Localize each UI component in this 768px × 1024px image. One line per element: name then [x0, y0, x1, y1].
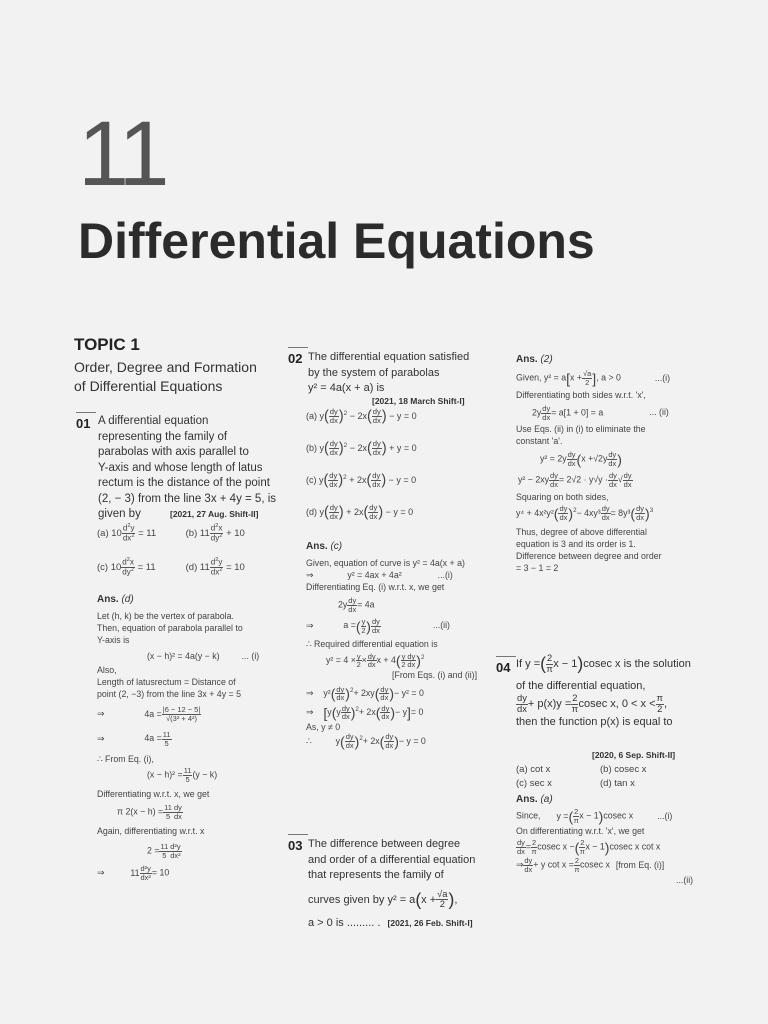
- question-text: [308, 837, 498, 932]
- solution-line: point (2, −3) from the line 3x + 4y = 5: [97, 689, 242, 699]
- option-b: (b) 11 $\frac{d^2x}{dy^2}$ + 10: [185, 523, 245, 543]
- option-a: (a) cot x: [516, 764, 551, 775]
- chapter-number: 11: [78, 103, 166, 205]
- solution-line: = 3 − 1 = 2: [516, 562, 559, 573]
- topic-subtitle: [74, 358, 284, 396]
- question-text: [98, 414, 288, 523]
- question-line: If y =( $\frac{2}{\pi}$ x − 1)cosec x is the solution: [516, 653, 691, 674]
- solution-line: Difference between degree and order: [516, 550, 662, 561]
- topic-label: TOPIC 1: [74, 335, 140, 354]
- question-text: [516, 654, 716, 730]
- option-d: (d) tan x: [600, 778, 635, 789]
- solution-line: Differentiating Eq. (i) w.r.t. x, we get: [306, 582, 445, 592]
- solution-q03: [516, 370, 716, 574]
- question-line: then the function p(x) is equal to: [516, 715, 673, 728]
- question-line: representing the family of: [98, 430, 228, 443]
- solution-line: 2 = $\frac{11}{5}$ $\frac{\text{d²y}}{\text{dx²}}$: [147, 841, 181, 860]
- solution-line: Differentiating w.r.t. x, we get: [97, 789, 210, 800]
- solution-line: y² = 2y $\frac{dy}{dx}$ (x +√2y $\frac{dy}{dx}$ ): [540, 450, 622, 469]
- option-d: (d) 11 $\frac{d^2y}{dx^2}$ = 10: [185, 557, 245, 577]
- option-b: (b) cosec x: [600, 764, 647, 775]
- question-line: y² = 4a(x + a) is: [308, 382, 385, 394]
- option-a: (a) y( $\frac{dy}{dx}$ )$^2$ − 2x( $\frac{dy}{dx}$ ) − y = 0: [306, 407, 417, 426]
- solution-line: ⇒ [y(y $\frac{dy}{dx}$ )$^2$+ 2x( $\frac{dy}{dx}$ )− y]= 0: [306, 703, 424, 722]
- solution-line: y² = 4 × $\frac{y}{2}$ × $\frac{dy}{dx}$ x + 4( $\frac{y}{2}$ $\frac{dy}{dx}$ )$^2$: [326, 651, 425, 670]
- question-line: Y-axis and whose length of latus: [98, 461, 263, 474]
- question-line: that represents the family of: [308, 869, 444, 881]
- option-c: (c) 10 $\frac{d^2x}{dy^2}$ = 11: [97, 557, 156, 577]
- solution-line: y⁴ + 4x²y²( $\frac{dy}{dx}$ )$^2$− 4xy³ $\frac{dy}{dx}$ = 8y³( $\frac{dy}{dx}$ )$^3$: [516, 504, 654, 522]
- question-line: A differential equation: [98, 415, 209, 427]
- answer-q04: Ans. (a): [516, 794, 553, 805]
- solution-line: (x − h)² = $\frac{11}{5}$ (y − k): [147, 766, 218, 785]
- solution-line: ⇒ y²( $\frac{dy}{dx}$ )$^2$+ 2xy( $\frac{dy}{dx}$ )− y² = 0: [306, 684, 424, 703]
- solution-line: Let (h, k) be the vertex of parabola.: [97, 611, 234, 621]
- question-number: 04: [496, 660, 511, 675]
- solution-line: ∴ From Eq. (i),: [97, 754, 154, 765]
- option-a: (a) 10 $\frac{d^2y}{dx^2}$ = 11: [97, 523, 157, 543]
- question-text: [308, 350, 498, 397]
- question-line: $\frac{dy}{dx}$ + p(x)y = $\frac{2}{\pi}$ cosec x, 0 < x < $\frac{\pi}{2}$ ,: [517, 693, 668, 714]
- option-b: (b) y( $\frac{dy}{dx}$ )$^2$ − 2x( $\frac{dy}{dx}$ ) + y = 0: [306, 439, 417, 458]
- solution-line: ∴ y( $\frac{dy}{dx}$ )$^2$+ 2x( $\frac{dy}{dx}$ )− y = 0: [306, 732, 426, 751]
- exam-reference: [2021, 18 March Shift-I]: [372, 396, 465, 406]
- question-line: The differential equation satisfied: [308, 351, 470, 363]
- answer-q01: Ans. (d): [97, 594, 134, 605]
- solution-q01: [97, 610, 287, 882]
- solution-line: ⇒ 4a = $\frac{|6 - 12 - 5|}{\text{√(3² + 4²)}}$: [97, 705, 201, 723]
- solution-line: Given, equation of curve is y² = 4a(x + a): [306, 558, 465, 568]
- question-line: curves given by y² = a(x + $\frac{√a}{2}$ ),: [308, 888, 458, 910]
- chapter-title: Differential Equations: [78, 213, 595, 269]
- solution-line: Given, y² = a[x + $\frac{√a}{2}$ ], a > 0 ...(i): [516, 369, 671, 387]
- solution-line: π 2(x − h) = $\frac{11}{5}$ $\frac{dy}{dx}$: [117, 803, 182, 821]
- solution-line: Also,: [97, 665, 117, 675]
- solution-line: On differentiating w.r.t. 'x', we get: [516, 825, 645, 836]
- question-line: (2, − 3) from the line 3x + 4y = 5, is: [98, 492, 277, 505]
- options-q01: [97, 524, 287, 592]
- solution-line: ⇒ $\frac{dy}{dx}$ + y cot x = $\frac{2}{\pi}$ cosec x [from Eq. (i)]: [516, 856, 665, 875]
- question-line: parabolas with axis parallel to: [98, 446, 249, 458]
- solution-line: (x − h)² = 4a(y − k) ... (i): [147, 651, 260, 661]
- question-line: of the differential equation,: [516, 679, 646, 692]
- option-d: (d) y( $\frac{dy}{dx}$ ) + 2x( $\frac{dy}{dx}$ ) − y = 0: [306, 503, 414, 522]
- question-line: given by: [98, 508, 141, 520]
- solution-line: ∴ Required differential equation is: [306, 639, 438, 650]
- exam-reference: [2020, 6 Sep. Shift-II]: [592, 750, 676, 760]
- question-number: 03: [288, 838, 303, 853]
- solution-line: Since, y =( $\frac{2}{\pi}$ x − 1)cosec x ...(i): [516, 807, 673, 825]
- solution-line: Use Eqs. (ii) in (i) to eliminate the: [516, 424, 646, 435]
- solution-line: $\frac{dy}{dx}$ = $\frac{2}{\pi}$ cosec x −( $\frac{2}{\pi}$ x − 1)cosec x cot x: [517, 837, 661, 856]
- exam-reference: [2021, 26 Feb. Shift-I]: [387, 918, 473, 929]
- solution-q02: [306, 557, 496, 750]
- question-line: rectum is the distance of the point: [98, 477, 270, 489]
- answer-q03: Ans. (2): [516, 354, 553, 365]
- question-number: 02: [288, 351, 303, 366]
- option-c: (c) y( $\frac{dy}{dx}$ )$^2$ + 2x( $\frac{dy}{dx}$ ) − y = 0: [306, 471, 417, 490]
- solution-line: Squaring on both sides,: [516, 491, 609, 502]
- exam-reference: [2021, 27 Aug. Shift-II]: [170, 509, 259, 519]
- question-number: 01: [76, 416, 91, 431]
- question-line: a > 0 is ......... . [2021, 26 Feb. Shift-I]: [308, 917, 473, 930]
- solution-line: Thus, degree of above differential: [516, 526, 647, 537]
- solution-line: equation is 3 and its order is 1.: [516, 538, 636, 549]
- answer-q02: Ans. (c): [306, 541, 343, 552]
- option-c: (c) sec x: [516, 778, 552, 789]
- solution-line: ⇒ 11 $\frac{\text{d²y}}{\text{dx²}}$ = 10: [97, 864, 170, 883]
- solution-line: 2y $\frac{dy}{dx}$ = 4a: [338, 596, 375, 614]
- options-q04: [516, 764, 716, 792]
- topic-subtitle-line: Order, Degree and Formation: [74, 359, 257, 375]
- solution-q04: [516, 808, 726, 886]
- solution-line: Again, differentiating w.r.t. x: [97, 825, 205, 836]
- solution-line: ⇒ a =( $\frac{y}{2}$ ) $\frac{dy}{dx}$ ...(ii): [306, 616, 450, 635]
- question-line: The difference between degree: [308, 838, 461, 850]
- solution-line: As, y ≠ 0: [306, 722, 341, 733]
- question-line: by the system of parabolas: [308, 366, 440, 379]
- solution-line: ...(ii): [676, 875, 694, 886]
- solution-line: Y-axis is: [97, 635, 130, 645]
- solution-line: ⇒ y² = 4ax + 4a² ...(i): [306, 570, 453, 580]
- solution-line: y² − 2xy $\frac{dy}{dx}$ = 2√2 · y√y · $\frac{dy}{dx}$ √ $\frac{dy}{dx}$: [518, 471, 632, 489]
- solution-line: Then, equation of parabola parallel to: [97, 623, 243, 633]
- solution-line: [From Eqs. (i) and (ii)]: [392, 670, 478, 681]
- solution-line: Differentiating both sides w.r.t. 'x',: [516, 389, 646, 400]
- solution-line: ⇒ 4a = $\frac{11}{5}$: [97, 729, 171, 748]
- options-q02: [306, 408, 496, 536]
- solution-line: Length of latusrectum = Distance of: [97, 677, 236, 687]
- solution-line: 2y $\frac{dy}{dx}$ = a[1 + 0] = a ... (ii): [532, 403, 669, 422]
- topic-subtitle-line: of Differential Equations: [74, 378, 223, 394]
- question-line: and order of a differential equation: [308, 853, 476, 866]
- solution-line: constant 'a'.: [516, 436, 563, 447]
